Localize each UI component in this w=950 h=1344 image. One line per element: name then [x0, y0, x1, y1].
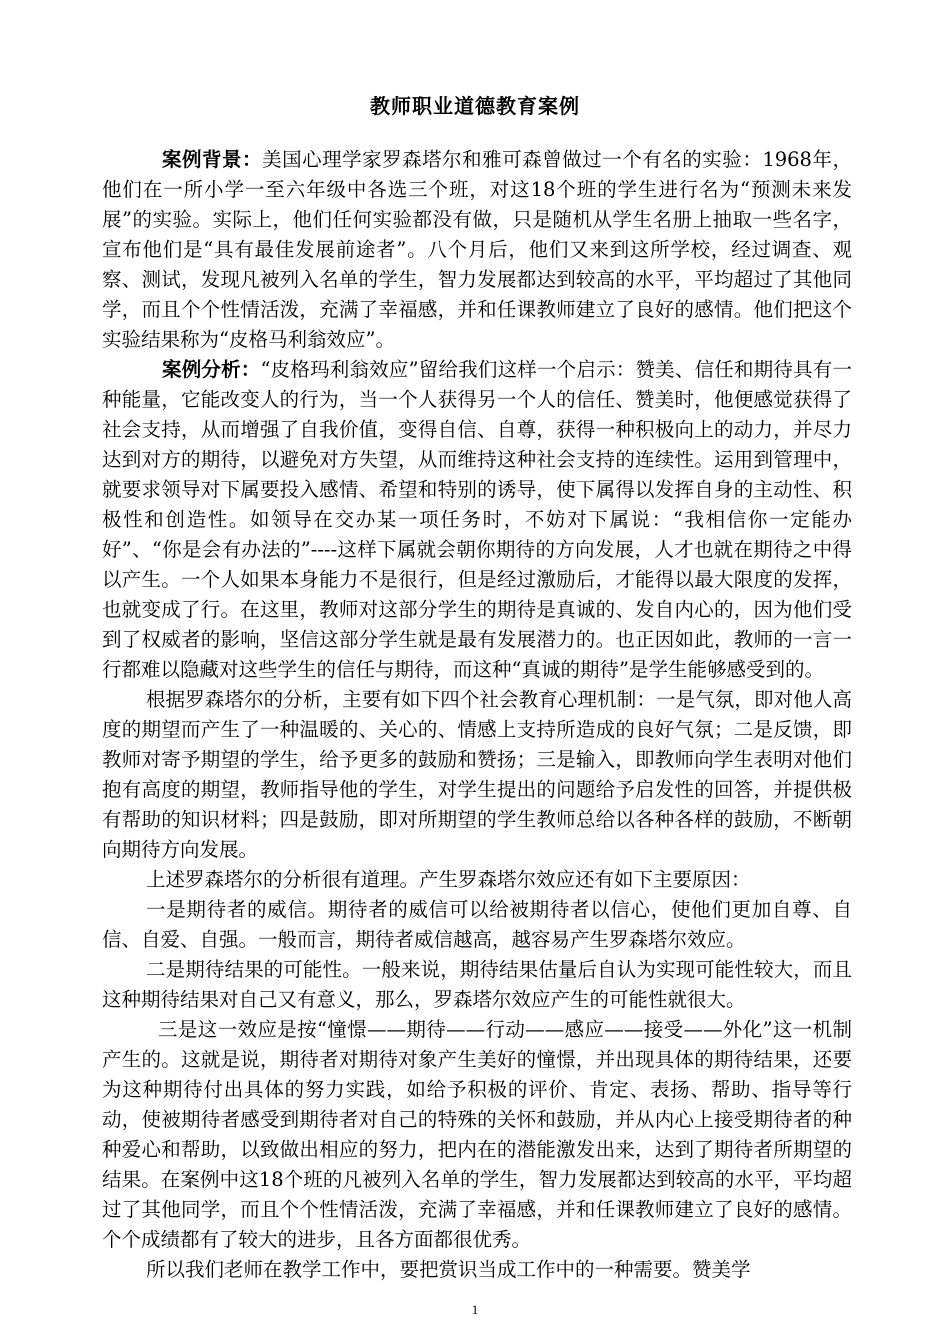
analysis-text: “皮格玛利翁效应”留给我们这样一个启示：赞美、信任和期待具有一种能量，它能改变人的行为，当一个人获得另一个人的信任、赞美时，他便感觉获得了社会支持，从而增强了自我价值，变得自信、自尊，获得一种积极向上的动力，并尽力达到对方的期待，以避免对方失望，从而维持这种社会支持的连续性。运用到管理中，就要求领导对下属要投入感情、希望和特别的诱导，使下属得以发挥自身的主动性、积极性和创造性。如领导在交办某一项任务时，不妨对下属说：“我相信你一定能办好”、“你是会有办法的”----这样下属就会朝你期待的方向发展，人才也就在期待之中得以产生。一个人如果本身能力不是很行，但是经过激励后，才能得以最大限度的发挥，也就变成了行。在这里，教师对这部分学生的期待是真诚的、发自内心的，因为他们受到了权威者的影响，坚信这部分学生就是最有发展潜力的。也正因如此，教师的一言一行都难以隐藏对这些学生的信任与期待，而这种“真诚的期待”是学生能够感受到的。 — [102, 358, 852, 681]
background-text: 美国心理学家罗森塔尔和雅可森曾做过一个有名的实验：1968年，他们在一所小学一至六年级中各选三个班，对这18个班的学生进行名为“预测未来发展”的实验。实际上，他们任何实验都没有做，只是随机从学生名册上抽取一些名字，宣布他们是“具有最佳发展前途者”。八个月后，他们又来到这所学校，经过调查、观察、测试，发现凡被列入名单的学生，智力发展都达到较高的水平，平均超过了其他同学，而且个个性情活泼，充满了幸福感，并和任课教师建立了良好的感情。他们把这个实验结果称为“皮格马利翁效应”。 — [102, 148, 852, 351]
body-paragraph: 根据罗森塔尔的分析，主要有如下四个社会教育心理机制：一是气氛，即对他人高度的期望而产生了一种温暖的、关心的、情感上支持所造成的良好气氛；二是反馈，即教师对寄予期望的学生，给予更多的鼓励和赞扬；三是输入，即教师向学生表明对他们抱有高度的期望，教师指导他的学生，对学生提出的问题给予启发性的回答，并提供极有帮助的知识材料；四是鼓励，即对所期望的学生教师总给以各种各样的鼓励，不断朝向期待方向发展。 — [102, 688, 852, 861]
document-title: 教师职业道德教育案例 — [370, 94, 580, 118]
body-paragraph: 二是期待结果的可能性。一般来说，期待结果估量后自认为实现可能性较大，而且这种期待结果对自己又有意义，那么，罗森塔尔效应产生的可能性就很大。 — [102, 958, 852, 1011]
background-paragraph — [102, 145, 852, 355]
body-paragraph: 上述罗森塔尔的分析很有道理。产生罗森塔尔效应还有如下主要原因： — [146, 868, 751, 891]
document-body — [102, 145, 852, 1285]
analysis-paragraph — [102, 355, 852, 685]
body-paragraph: 三是这一效应是按“憧憬——期待——行动——感应——接受——外化”这一机制产生的。这就是说，期待者对期待对象产生美好的憧憬，并出现具体的期待结果，还要为这种期待付出具体的努力实践，如给予积极的评价、肯定、表扬、帮助、指导等行动，使被期待者感受到期待者对自己的特殊的关怀和鼓励，并从内心上接受期待者的种种爱心和帮助，以致做出相应的努力，把内在的潜能激发出来，达到了期待者所期望的结果。在案例中这18个班的凡被列入名单的学生，智力发展都达到较高的水平，平均超过了其他同学，而且个个性情活泼，充满了幸福感，并和任课教师建立了良好的感情。个个成绩都有了较大的进步，且各方面都很优秀。 — [102, 1018, 852, 1251]
body-paragraph: 一是期待者的威信。期待者的威信可以给被期待者以信心，使他们更加自尊、自信、自爱、自强。一般而言，期待者威信越高，越容易产生罗森塔尔效应。 — [102, 898, 852, 951]
page-number: 1 — [471, 1302, 479, 1317]
background-label: 案例背景： — [162, 148, 263, 171]
body-paragraph: 所以我们老师在教学工作中，要把赏识当成工作中的一种需要。赞美学 — [146, 1258, 751, 1281]
analysis-label: 案例分析： — [162, 358, 261, 381]
